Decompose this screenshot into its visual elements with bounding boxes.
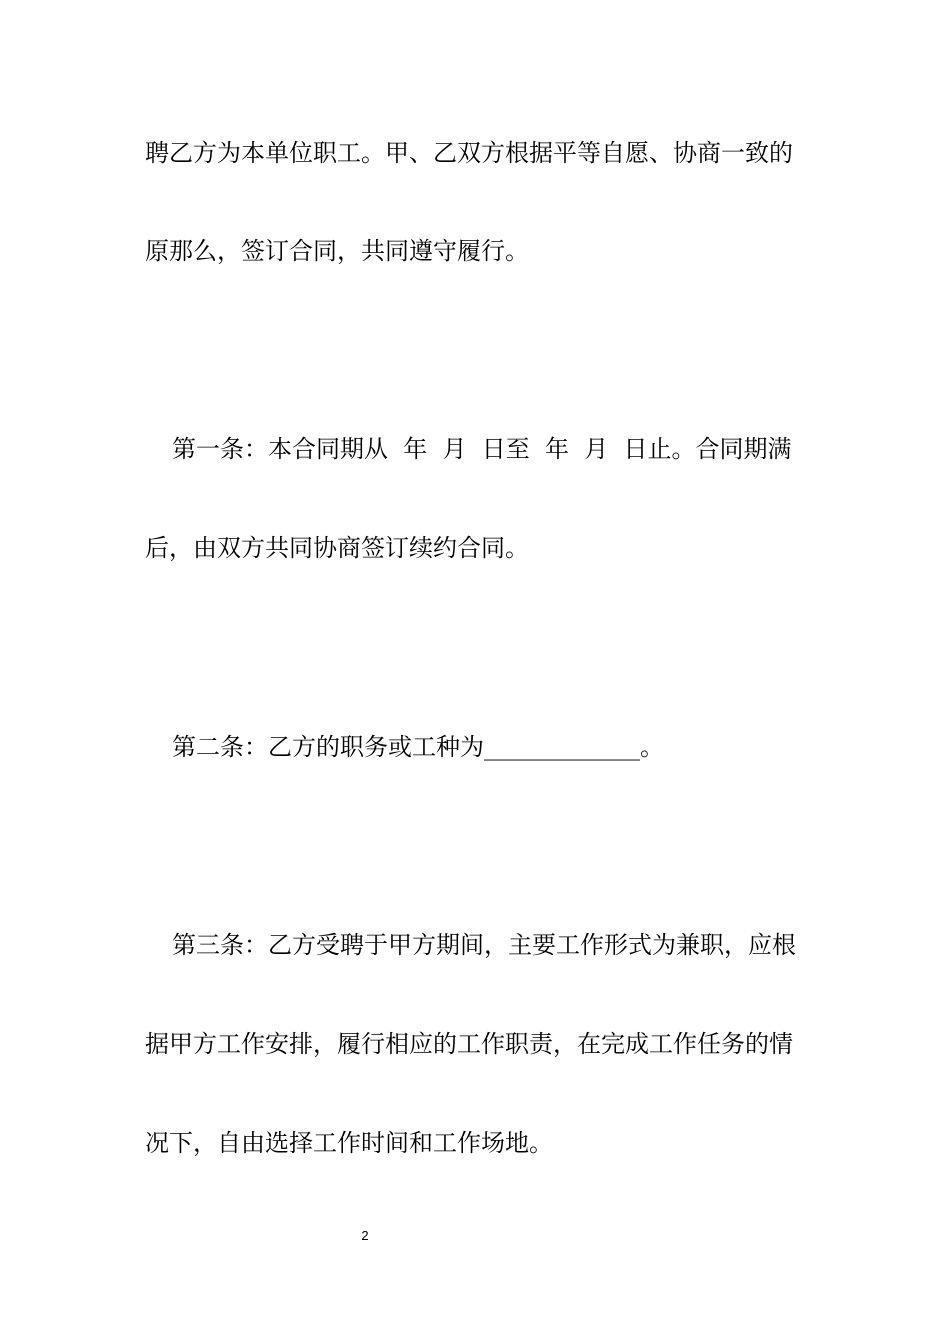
article-1-line-2: 后，由双方共同协商签订续约合同。 (145, 534, 529, 562)
article-1-line-1: 第一条：本合同期从 年 月 日至 年 月 日止。合同期满 (172, 435, 792, 463)
text-line: 原那么，签订合同，共同遵守履行。 (145, 237, 529, 265)
article-3-line-3: 况下，自由选择工作时间和工作场地。 (145, 1129, 553, 1157)
article-2-line-1: 第二条：乙方的职务或工种为_____________。 (172, 733, 664, 761)
article-3-line-2: 据甲方工作安排，履行相应的工作职责，在完成工作任务的情 (145, 1030, 793, 1058)
article-3-line-1: 第三条：乙方受聘于甲方期间，主要工作形式为兼职，应根 (172, 931, 796, 959)
text-line: 聘乙方为本单位职工。甲、乙双方根据平等自愿、协商一致的 (145, 139, 793, 167)
page-number: 2 (361, 1228, 369, 1243)
